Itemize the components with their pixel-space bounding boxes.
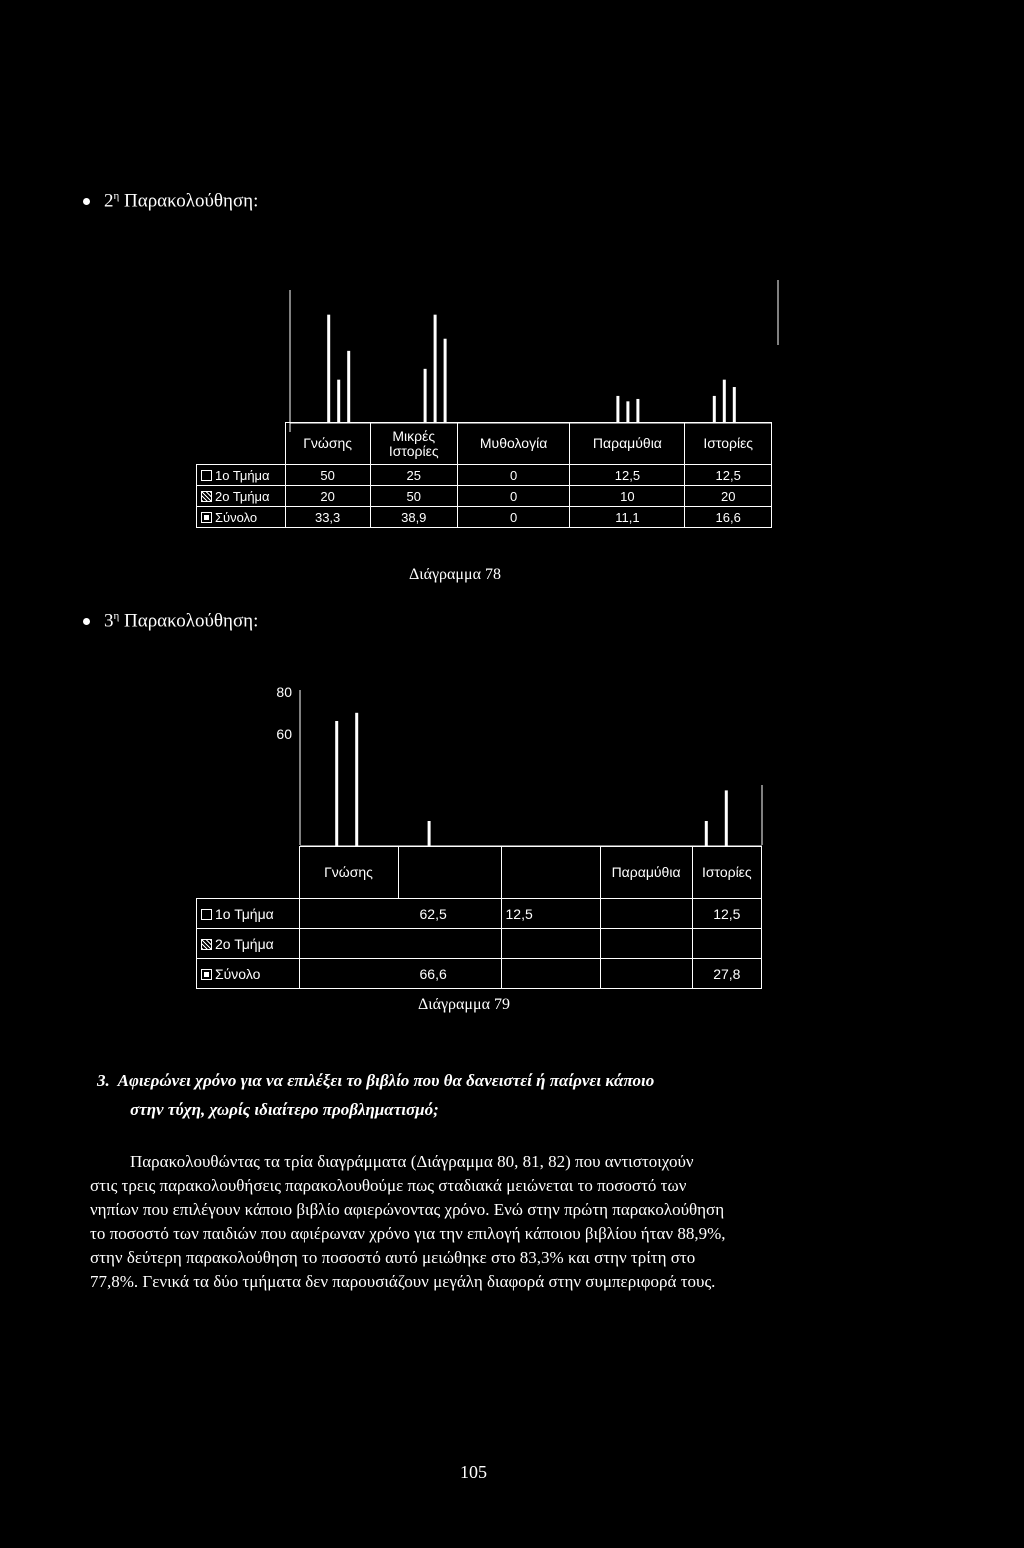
legend-square-icon — [201, 909, 212, 920]
y-tick-label: 80 — [276, 684, 292, 700]
bar-2-2 — [434, 315, 437, 423]
category-header: Παραμύθια — [600, 847, 692, 899]
legend-hatched-square-icon — [201, 939, 212, 950]
legend-hatched-square-icon — [201, 491, 212, 502]
table-row: 1ο Τμήμα 50 25 0 12,5 12,5 — [197, 465, 772, 486]
category-header: Μικρές Ιστορίες — [370, 423, 457, 465]
bar-1-1 — [335, 721, 338, 846]
bar-1-5 — [705, 821, 708, 846]
page-number: 105 — [460, 1462, 487, 1482]
bar-1-5 — [713, 396, 716, 423]
question-line-1: 3. Αφιερώνει χρόνο για να επιλέξει το βιβλίο που θα δανειστεί ή παίρνει κάποιο — [97, 1071, 655, 1090]
bar-2-5 — [723, 380, 726, 423]
category-header: Παραμύθια — [570, 423, 685, 465]
bar-1-2 — [428, 821, 431, 846]
bar-1-2 — [424, 369, 427, 423]
bar-3-1 — [347, 351, 350, 423]
question-line-2: στην τύχη, χωρίς ιδιαίτερο προβληματισμό; — [130, 1100, 439, 1119]
bar-2-1 — [337, 380, 340, 423]
bar-3-5 — [725, 790, 728, 846]
table-row: 2ο Τμήμα 20 50 0 10 20 — [197, 486, 772, 507]
paragraph-line: στις τρεις παρακολουθήσεις παρακολουθούμε πως σταδιακά μειώνεται το ποσοστό των — [90, 1176, 687, 1195]
paragraph-line: νηπίων που επιλέγουν κάποιο βιβλίο αφιερώνοντας χρόνο. Ενώ στην πρώτη παρακολούθηση — [90, 1200, 725, 1219]
table-row: Σύνολο 66,6 27,8 — [197, 959, 762, 989]
bullet-icon — [83, 618, 90, 625]
section-heading-3: $3^\eta$ Παρακολούθηση: — [83, 610, 258, 632]
bar-2-4 — [626, 401, 629, 423]
category-header: Ιστορίες — [692, 847, 761, 899]
paragraph-line: 77,8%. Γενικά τα δύο τμήματα δεν παρουσιάζουν μεγάλη διαφορά στην συμπεριφορά τους. — [90, 1272, 716, 1291]
category-header: Ιστορίες — [685, 423, 772, 465]
table-row: 1ο Τμήμα 62,5 12,5 12,5 — [197, 899, 762, 929]
category-header — [398, 847, 501, 899]
category-header — [501, 847, 600, 899]
paragraph-line: στην δεύτερη παρακολούθηση το ποσοστό αυτό μειώθηκε στο 83,3% και στην τρίτη στο — [90, 1248, 696, 1267]
legend-square-icon — [201, 470, 212, 481]
legend-filled-square-icon — [201, 512, 212, 523]
table-row: 2ο Τμήμα — [197, 929, 762, 959]
section-heading-2: $2^\eta$ Παρακολούθηση: — [83, 190, 258, 212]
bar-1-4 — [616, 396, 619, 423]
bar-1-1 — [327, 315, 330, 423]
bar-3-2 — [444, 339, 447, 423]
bar-3-1 — [355, 713, 358, 846]
chart-79-caption: Διάγραμμα 79 — [418, 996, 510, 1013]
table-row: Σύνολο 33,3 38,9 0 11,1 16,6 — [197, 507, 772, 528]
category-header: Γνώσης — [285, 423, 370, 465]
bar-3-4 — [636, 399, 639, 423]
chart-78-caption: Διάγραμμα 78 — [409, 566, 501, 583]
category-header: Γνώσης — [299, 847, 398, 899]
chart-79-data-table — [196, 846, 762, 989]
paragraph-line: Παρακολουθώντας τα τρία διαγράμματα (Διάγραμμα 80, 81, 82) που αντιστοιχούν — [130, 1152, 694, 1171]
bar-3-5 — [733, 387, 736, 423]
y-tick-label: 60 — [276, 726, 292, 742]
category-header: Μυθολογία — [457, 423, 570, 465]
chart-78-data-table — [196, 422, 772, 528]
paragraph-line: το ποσοστό των παιδιών που αφιέρωναν χρόνο για την επιλογή κάποιου βιβλίου ήταν 88,9%, — [90, 1224, 726, 1243]
legend-filled-square-icon — [201, 969, 212, 980]
